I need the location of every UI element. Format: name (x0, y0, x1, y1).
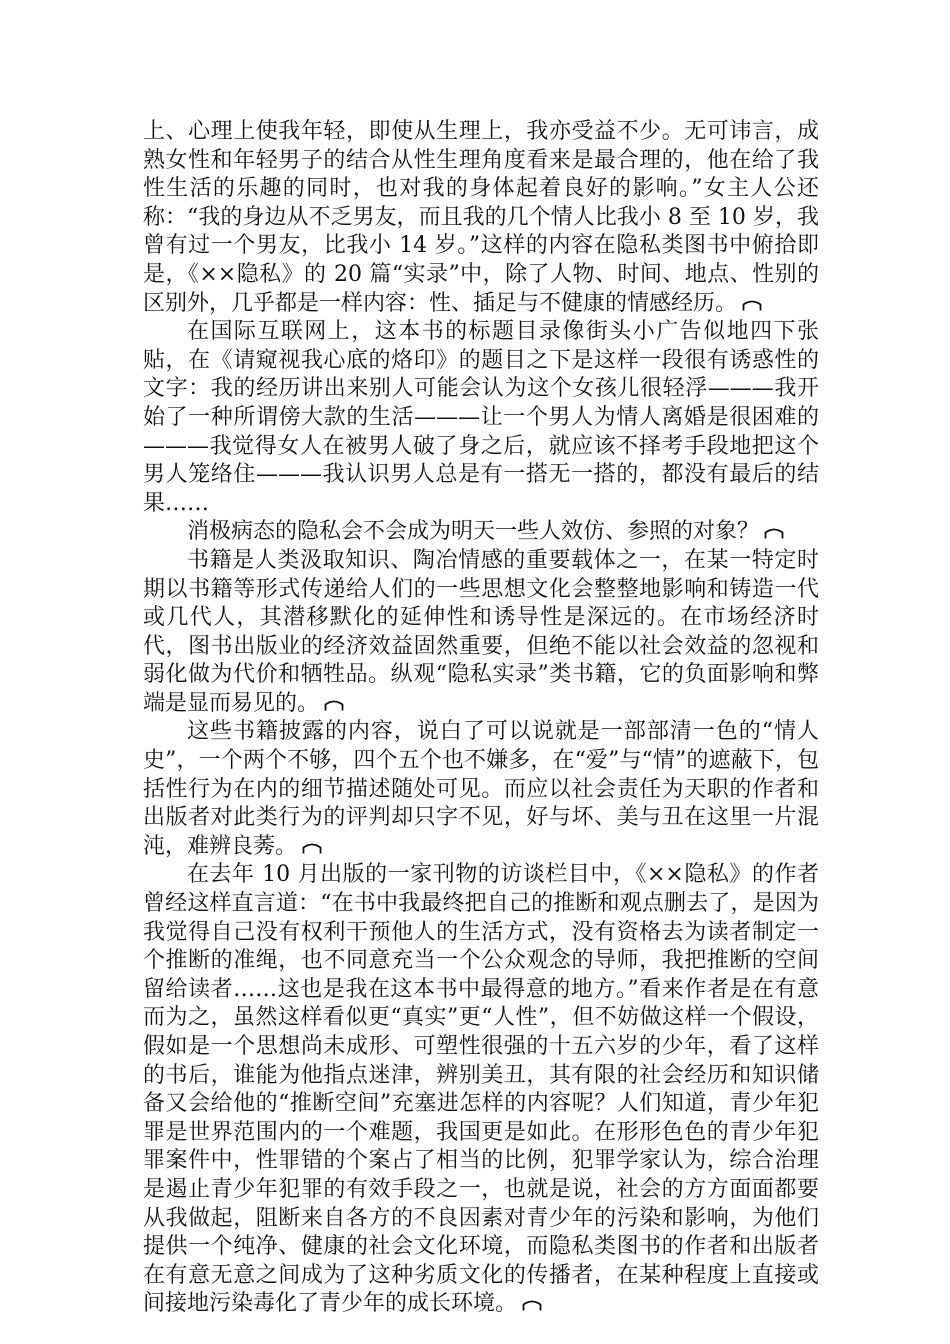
paragraph-mark-icon (742, 298, 762, 311)
paragraph-mark-icon (764, 526, 784, 539)
paragraph-3 (143, 518, 819, 547)
paragraph-1 (143, 118, 819, 318)
paragraph-2-text: 在国际互联网上，这本书的标题目录像街头小广告似地四下张贴，在《请窥视我心底的烙印》的题目之下是这样一段很有诱惑性的文字：我的经历讲出来别人可能会认为这个女孩儿很轻浮———我开始了一种所谓傍大款的生活———让一个男人为情人离婚是很困难的———我觉得女人在被男人破了身之后，就应该不择考手段地把这个男人笼络住———我认识男人总是有一搭无一搭的，都没有最后的结果…… (143, 319, 819, 516)
paragraph-4-text: 书籍是人类汲取知识、陶冶情感的重要载体之一，在某一特定时期以书籍等形式传递给人们的一些思想文化会整整地影响和铸造一代或几代人，其潜移默化的延伸性和诱导性是深远的。在市场经济时代，图书出版业的经济效益固然重要，但绝不能以社会效益的忽视和弱化做为代价和牺牲品。纵观“隐私实录”类书籍，它的负面影响和弊端是显而易见的。 (143, 547, 819, 716)
paragraph-mark-icon (324, 698, 344, 711)
paragraph-5 (143, 718, 819, 861)
paragraph-mark-icon (522, 1298, 542, 1311)
paragraph-2 (143, 318, 819, 518)
paragraph-3-text: 消极病态的隐私会不会成为明天一些人效仿、参照的对象？ (187, 519, 760, 545)
paragraph-mark-icon (302, 841, 322, 854)
paragraph-1-text: 上、心理上使我年轻，即使从生理上，我亦受益不少。无可讳言，成熟女性和年轻男子的结合从性生理角度看来是最合理的，他在给了我性生活的乐趣的同时，也对我的身体起着良好的影响。”女主人公还称：“我的身边从不乏男友，而且我的几个情人比我小 8 至 10 岁，我曾有过一个男友，比我小 14 岁。”这样的内容在隐私类图书中俯拾即是，《××隐私》的 20 篇“实录”中，除了人物、时间、地点、性别的区别外，几乎都是一样内容：性、插足与不健康的情感经历。 (143, 119, 819, 316)
paragraph-6-text: 在去年 10 月出版的一家刊物的访谈栏目中，《××隐私》的作者曾经这样直言道：“在书中我最终把自己的推断和观点删去了，是因为我觉得自己没有权利干预他人的生活方式，没有资格去为读者制定一个推断的准绳，也不同意充当一个公众观念的导师，我把推断的空间留给读者……这也是我在这本书中最得意的地方。”看来作者是在有意而为之，虽然这样看似更“真实”更“人性”，但不妨做这样一个假设，假如是一个思想尚未成形、可塑性很强的十五六岁的少年，看了这样的书后，谁能为他指点迷津，辨别美丑，其有限的社会经历和知识储备又会给他的“推断空间”充塞进怎样的内容呢？人们知道，青少年犯罪是世界范围内的一个难题，我国更是如此。在形形色色的青少年犯罪案件中，性罪错的个案占了相当的比例，犯罪学家认为，综合治理是遏止青少年犯罪的有效手段之一，也就是说，社会的方方面面都要从我做起，阻断来自各方的不良因素对青少年的污染和影响，为他们提供一个纯净、健康的社会文化环境，而隐私类图书的作者和出版者在有意无意之间成为了这种劣质文化的传播者，在某种程度上直接或间接地污染毒化了青少年的成长环境。 (143, 862, 819, 1317)
document-page (143, 118, 819, 1319)
paragraph-4 (143, 547, 819, 719)
paragraph-5-text: 这些书籍披露的内容，说白了可以说就是一部部清一色的“情人史”，一个两个不够，四个五个也不嫌多，在“爱”与“情”的遮蔽下，包括性行为在内的细节描述随处可见。而应以社会责任为天职的作者和出版者对此类行为的评判却只字不见，好与坏、美与丑在这里一片混沌，难辨良莠。 (143, 719, 819, 859)
paragraph-6 (143, 861, 819, 1319)
